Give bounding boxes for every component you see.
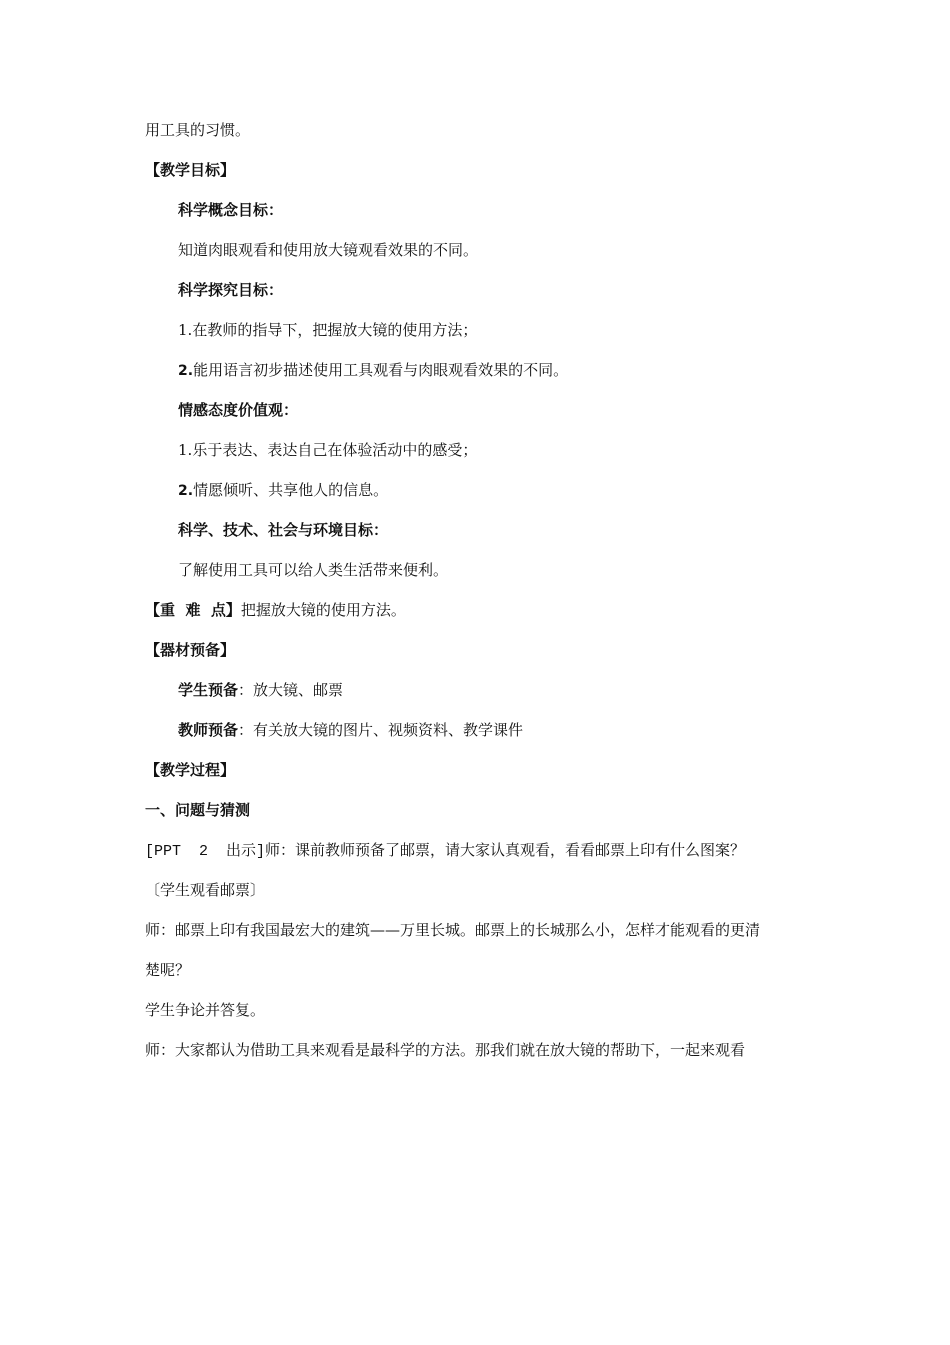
goals-heading: 【教学目标】 — [145, 161, 236, 179]
attitude-item-2-number: 2. — [178, 483, 194, 499]
attitude-item-1 — [178, 440, 477, 460]
materials-heading: 【器材预备】 — [145, 641, 236, 659]
intro-tail-text: 用工具的习惯。 — [145, 121, 251, 139]
students-discuss-text: 学生争论并答复。 — [145, 1001, 266, 1019]
student-prep-line — [178, 680, 343, 700]
teacher-prep-label: 教师预备 — [178, 721, 239, 739]
attitude-item-2-text: 情愿倾听、共享他人的信息。 — [193, 481, 389, 499]
attitude-item-1-text: 乐于表达、表达自己在体验活动中的感受； — [192, 441, 478, 459]
attitude-item-1-number: 1. — [178, 441, 193, 459]
inquiry-heading: 科学探究目标： — [178, 281, 284, 299]
concept-text: 知道肉眼观看和使用放大镜观看效果的不同。 — [178, 241, 479, 259]
student-prep-label: 学生预备 — [178, 681, 239, 699]
attitude-heading: 情感态度价值观： — [178, 401, 299, 419]
inquiry-item-1-text: 在教师的指导下，把握放大镜的使用方法； — [192, 321, 478, 339]
section-one-heading: 一、问题与猜测 — [145, 801, 251, 819]
student-prep-text: ：放大镜、邮票 — [238, 681, 344, 699]
inquiry-item-2-number: 2. — [178, 363, 194, 379]
stse-heading: 科学、技术、社会与环境目标： — [178, 521, 389, 539]
inquiry-item-1-number: 1. — [178, 321, 193, 339]
stse-text: 了解使用工具可以给人类生活带来便利。 — [178, 561, 449, 579]
teacher-remark-1b: 楚呢？ — [145, 961, 191, 979]
ppt-text: 师：课前教师预备了邮票，请大家认真观看，看看邮票上印有什么图案？ — [265, 841, 746, 859]
key-point-text: 把握放大镜的使用方法。 — [240, 601, 406, 619]
students-observe-text: 〔学生观看邮票〕 — [145, 881, 266, 899]
teacher-prep-text: ：有关放大镜的图片、视频资料、教学课件 — [238, 721, 524, 739]
teacher-remark-1a: 师：邮票上印有我国最宏大的建筑——万里长城。邮票上的长城那么小，怎样才能观看的更清 — [145, 921, 761, 939]
key-point-label: 【重 难 点】 — [145, 601, 241, 619]
ppt-tag: [PPT 2 出示] — [145, 843, 266, 860]
inquiry-item-2 — [178, 360, 568, 381]
attitude-item-2 — [178, 480, 388, 501]
inquiry-item-1 — [178, 320, 477, 340]
key-point-line — [145, 600, 406, 620]
process-heading: 【教学过程】 — [145, 761, 236, 779]
inquiry-item-2-text: 能用语言初步描述使用工具观看与肉眼观看效果的不同。 — [193, 361, 569, 379]
concept-heading: 科学概念目标： — [178, 201, 284, 219]
ppt-line — [145, 840, 745, 862]
teacher-remark-2: 师：大家都认为借助工具来观看是最科学的方法。那我们就在放大镜的帮助下，一起来观看 — [145, 1041, 746, 1059]
teacher-prep-line — [178, 720, 523, 740]
